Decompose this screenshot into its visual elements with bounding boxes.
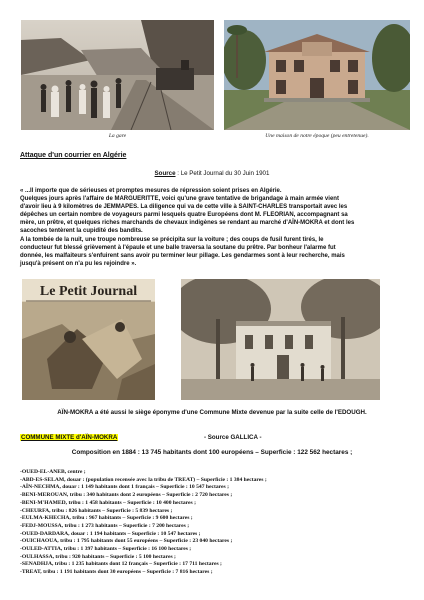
commune-composition: Composition en 1884 : 13 745 habitants dont 100 européens – Superficie : 122 562 hectares ; <box>71 449 353 456</box>
ain-mokra-photo <box>181 279 380 400</box>
paragraph-line: mère, un prêtre, et quelques riches marchands de chevaux indigènes se rendant au marché d'AÏN-MOKRA et dont les <box>20 220 355 226</box>
paragraph-line: A la tombée de la nuit, une troupe nombreuse se précipita sur la voiture ; des coups de fusil furent tirés, le <box>20 237 324 243</box>
paragraph-line: Quelques jours après l'affaire de MARGUERITTE, voici qu'une grave tentative de brigandage à main armée vient <box>20 196 339 202</box>
list-item: -SENADHJA, tribu : 1 235 habitants dont 12 français – Superficie : 17 711 hectares ; <box>20 561 222 568</box>
list-item: -AÏN-NECHMA, douar : 1 149 habitants dont 1 français – Superficie : 10 547 hectares ; <box>20 484 229 491</box>
list-item: -BENI-M'HAMED, tribu : 1 458 habitants – Superficie : 10 400 hectares ; <box>20 499 196 506</box>
list-item: -CHEURFA, tribu : 826 habitants – Superficie : 5 839 hectares ; <box>20 507 173 514</box>
commune-title: COMMUNE MIXTE d'AÏN-MOKRA <box>21 434 118 441</box>
list-item: -OULHASSA, tribu : 920 habitants – Superficie : 5 100 hectares ; <box>20 553 176 560</box>
list-item: -EULMA-KHECHA, tribu : 967 habitants – Superficie : 9 600 hectares ; <box>20 515 193 522</box>
paragraph-line: d'avoir lieu à 9 kilomètres de JEMMAPES. La diligence qui va de cette ville à SAINT-CHARLES transportait avec les <box>20 204 348 210</box>
list-item: -OUED-DARDARA, douar : 1 194 habitants – Superficie : 10 547 hectares ; <box>20 530 201 537</box>
paragraph-line: jusqu'à présent on n'a pu les rejoindre ». <box>20 261 137 267</box>
list-item: -OUED-EL-ANEB, centre ; <box>20 469 86 475</box>
paragraph-line: dépêches un certain nombre de voyageurs parmi lesquels quatre Européens dont M. FLEORIAN, accompagnant sa <box>20 212 348 218</box>
journal-masthead: Le Petit Journal <box>39 284 138 299</box>
list-item: -OUICHAOUA, tribu : 1 795 habitants dont 55 européens – Superficie : 23 040 hectares ; <box>20 538 233 545</box>
house-caption: Une maison de notre époque (peu entretenue). <box>265 133 369 139</box>
source-label: Source <box>154 170 176 177</box>
tribe-list <box>20 469 410 577</box>
house-photo-image <box>224 20 410 130</box>
station-photo <box>21 20 214 130</box>
list-item: -OULED-ATTIA, tribu : 1 397 habitants – Superficie : 16 100 hectares ; <box>20 546 192 553</box>
list-item: -ABD-ES-SELAM, douar : (population recensée avec la tribu de TREAT) – Superficie : 1 384 hectares ; <box>20 476 267 483</box>
station-caption: La gare <box>108 133 127 139</box>
list-item: -TREAT, tribu : 1 191 habitants dont 30 européens – Superficie : 7 816 hectares ; <box>20 569 213 576</box>
list-item: -FEDJ-MOUSSA, tribu : 1 273 habitants – Superficie : 7 200 hectares ; <box>20 522 190 529</box>
ain-mokra-image <box>181 279 380 400</box>
paragraph-line: conducteur fut blessé grièvement à l'épaule et une balle traversa la soutane du prêtre. Par bonheur l'alarme fut <box>20 245 336 251</box>
article-paragraph-2 <box>20 236 404 268</box>
article-paragraph-1 <box>20 187 404 235</box>
paragraph-line: donnée, les malfaiteurs s'enfuirent sans avoir pu terminer leur pillage. Les gendarmes sont à leur recherche, mais <box>20 253 345 259</box>
article-source <box>0 170 424 177</box>
house-photo <box>224 20 410 130</box>
petit-journal-image <box>22 279 155 400</box>
paragraph-line: « ...Il importe que de sérieuses et promptes mesures de répression soient prises en Algérie. <box>20 188 282 194</box>
commune-source: - Source GALLICA - <box>204 434 262 441</box>
paragraph-line: sacoches tentèrent la cupidité des bandits. <box>20 228 143 234</box>
list-item: -BENI-MEROUAN, tribu : 340 habitants dont 2 européens – Superficie : 2 720 hectares ; <box>20 492 233 499</box>
source-text: : Le Petit Journal du 30 Juin 1901 <box>175 170 270 177</box>
petit-journal-illustration <box>22 279 155 400</box>
ain-mokra-caption: AÏN-MOKRA a été aussi le siège éponyme d'une Commune Mixte devenue par la suite celle de l'EDOUGH. <box>57 409 367 416</box>
station-photo-image <box>21 20 214 130</box>
article-heading: Attaque d'un courrier en Algérie <box>20 152 127 159</box>
